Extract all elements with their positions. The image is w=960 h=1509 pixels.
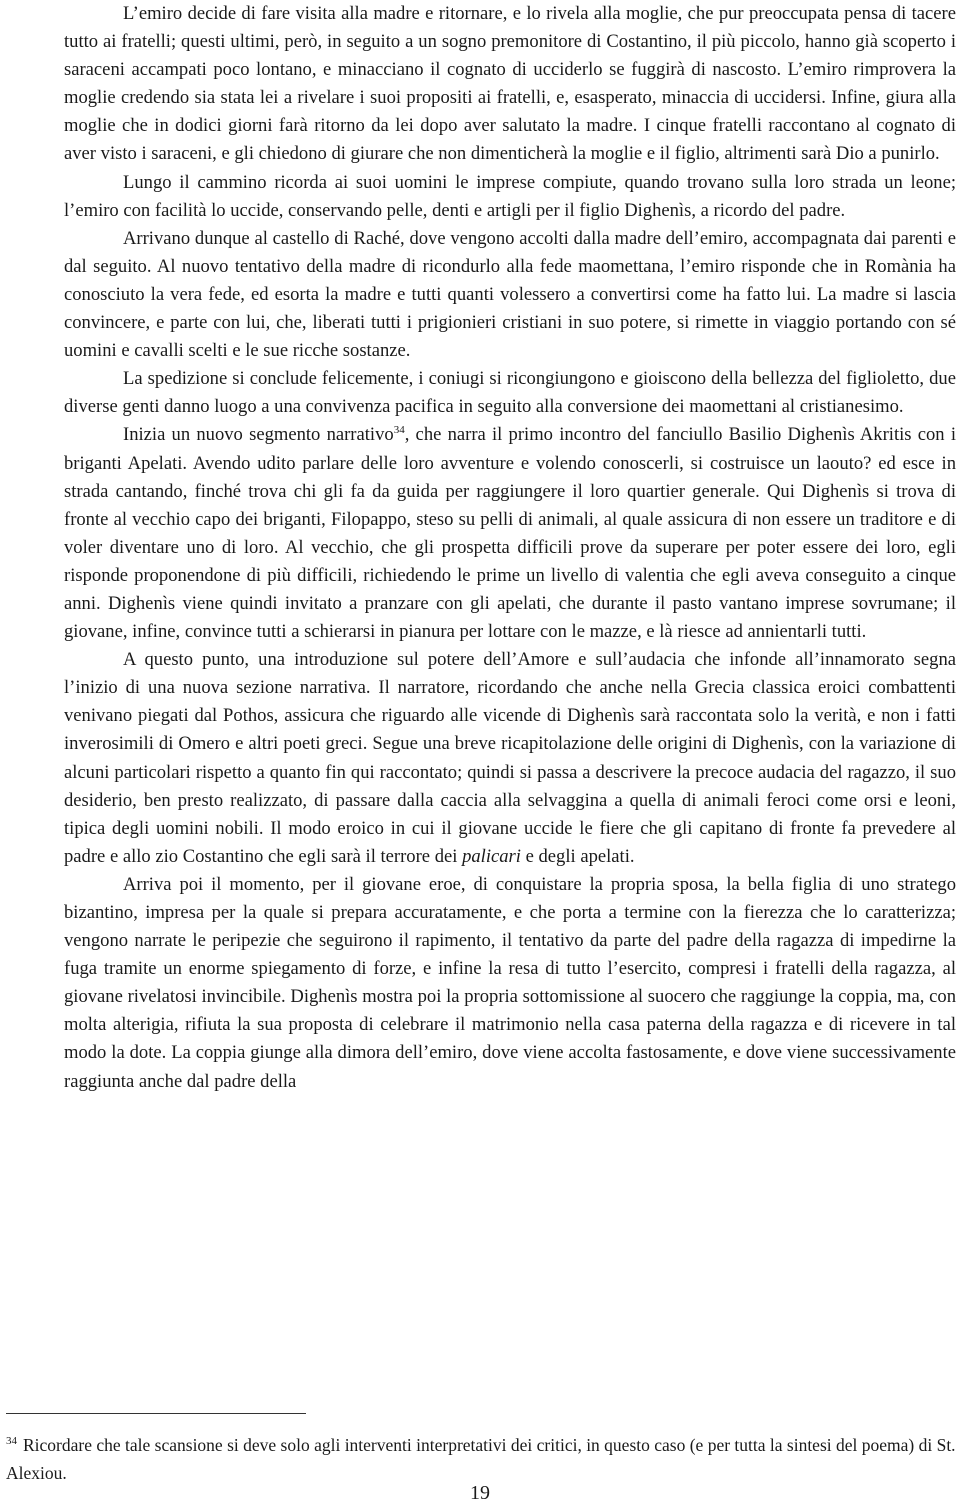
paragraph <box>64 225 956 365</box>
paragraph-text: A questo punto, una introduzione sul potere dell’Amore e sull’audacia che infonde all’innamorato segna l’inizio di una nuova sezione narrativa. Il narratore, ricordando che anche nella Grecia classica eroici combattenti venivano piegati dal Pothos, assicura che riguardo alle vicende di Dighenìs sarà raccontata solo la verità, e non i fatti inverosimili di Omero e altri poeti greci. Segue una breve ricapitolazione delle origini di Dighenìs, con la variazione di alcuni particolari rispetto a quanto fin qui raccontato; quindi si passa a descrivere la precoce audacia del ragazzo, il suo desiderio, ben presto realizzato, di passare dalla caccia alla selvaggina a quella di animali feroci come orsi e leoni, tipica degli uomini nobili. Il modo eroico in cui il giovane uccide le fiere che gli capitano di fronte fa prevedere al padre e allo zio Costantino che egli sarà il terrore dei <box>64 649 956 867</box>
paragraph <box>64 365 956 421</box>
paragraph-text: L’emiro decide di fare visita alla madre e ritornare, e lo rivela alla moglie, che pur preoccupata pensa di tacere tutto ai fratelli; questi ultimi, però, in seguito a un sogno premonitore di Costantino, il più piccolo, hanno già scoperto i saraceni accampati poco lontano, e minacciano il cognato di ucciderlo se fuggirà di nascosto. L’emiro rimprovera la moglie credendo sia stata lei a rivelare i suoi propositi ai fratelli, e, esasperato, minaccia di uccidersi. Infine, giura alla moglie che in dodici giorni farà ritorno da lei dopo aver salutato la madre. I cinque fratelli raccontano al cognato di aver visto i saraceni, e gli chiedono di giurare che non dimenticherà la moglie e il figlio, altrimenti sarà Dio a punirlo. <box>64 3 956 165</box>
paragraph-text: Inizia un nuovo segmento narrativo <box>123 424 394 446</box>
italic-term: palicari <box>462 845 521 867</box>
paragraph-text: La spedizione si conclude felicemente, i coniugi si ricongiungono e gioiscono della bellezza del figlioletto, due diverse genti danno luogo a una convivenza pacifica in seguito alla conversione dei maomettani al cristianesimo. <box>64 368 956 418</box>
paragraph-text: , che narra il primo incontro del fanciullo Basilio Dighenìs Akritis con i briganti Apelati. Avendo udito parlare delle loro avventure e volendo conoscerli, si costruisce un laouto? ed esce in strada cantando, finché trova chi gli fa da guida per raggiungere il loro quartier generale. Qui Dighenìs si trova di fronte al vecchio capo dei briganti, Filopappo, steso su pelli di animali, al quale assicura di non essere un traditore e di voler diventare uno di loro. Al vecchio, che gli prospetta difficili prove da superare per poter essere dei loro, egli risponde proponendone di più difficili, richiedendo le prime un livello di valentia che egli aveva conseguito a cinque anni. Dighenìs viene quindi invitato a pranzare con gli apelati, che durante il pasto vantano imprese sovrumane; il giovane, infine, convince tutti a schierarsi in pianura per lottare con le mazze, e là riesce ad annientarli tutti. <box>64 424 956 643</box>
paragraph-text: Arrivano dunque al castello di Raché, dove vengono accolti dalla madre dell’emiro, accompagnata dai parenti e dal seguito. Al nuovo tentativo della madre di ricondurlo alla fede maomettana, l’emiro risponde che in Romània ha conosciuto la vera fede, ed esorta la madre e tutti quanti volessero a convertirsi come ha fatto lui. La madre si lascia convincere, e parte con lui, che, liberati tutti i prigionieri cristiani in suo potere, si rimette in viaggio portando con sé uomini e cavalli scelti e le sue ricche sostanze. <box>64 227 956 362</box>
paragraph <box>64 169 956 225</box>
paragraph-text: Lungo il cammino ricorda ai suoi uomini le imprese compiute, quando trovano sulla loro strada un leone; l’emiro con facilità lo uccide, conservando pelle, denti e artigli per il figlio Dighenìs, a ricordo del padre. <box>64 171 956 221</box>
paragraph-text: e degli apelati. <box>520 845 635 867</box>
paragraph-text: Arriva poi il momento, per il giovane eroe, di conquistare la propria sposa, la bella figlia di uno stratego bizantino, impresa per la quale si prepara accuratamente, e che porta a termine con la fierezza che lo caratterizza; vengono narrate le peripezie che seguirono il rapimento, il tentativo da parte del padre della ragazza di impedirne la fuga tramite un enorme spiegamento di forze, e infine la resa di tutto l’esercito, compresi i fratelli della ragazza, al giovane rivelatosi invincibile. Dighenìs mostra poi la propria sottomissione al suocero che raggiunge la coppia, ma, con molta alterigia, rifiuta la sua proposta di celebrare il matrimonio nella casa paterna della ragazza e di ricevere in tal modo la dote. La coppia giunge alla dimora dell’emiro, dove viene accolta fastosamente, e dove viene successivamente raggiunta anche dal padre della <box>64 873 956 1092</box>
paragraph <box>64 871 956 1096</box>
paragraph <box>64 646 956 871</box>
footnote <box>6 1431 956 1487</box>
footnote-number: 34 <box>6 1435 17 1448</box>
paragraph <box>64 0 956 169</box>
footnote-reference: 34 <box>393 424 405 437</box>
footnote-text: Ricordare che tale scansione si deve solo agli interventi interpretativi dei critici, in questo caso (e per tutta la sintesi del poema) di St. Alexiou. <box>6 1435 956 1483</box>
body-text <box>64 0 956 1096</box>
page-number: 19 <box>470 1482 490 1504</box>
paragraph <box>64 421 956 646</box>
footnote-separator <box>6 1413 306 1414</box>
